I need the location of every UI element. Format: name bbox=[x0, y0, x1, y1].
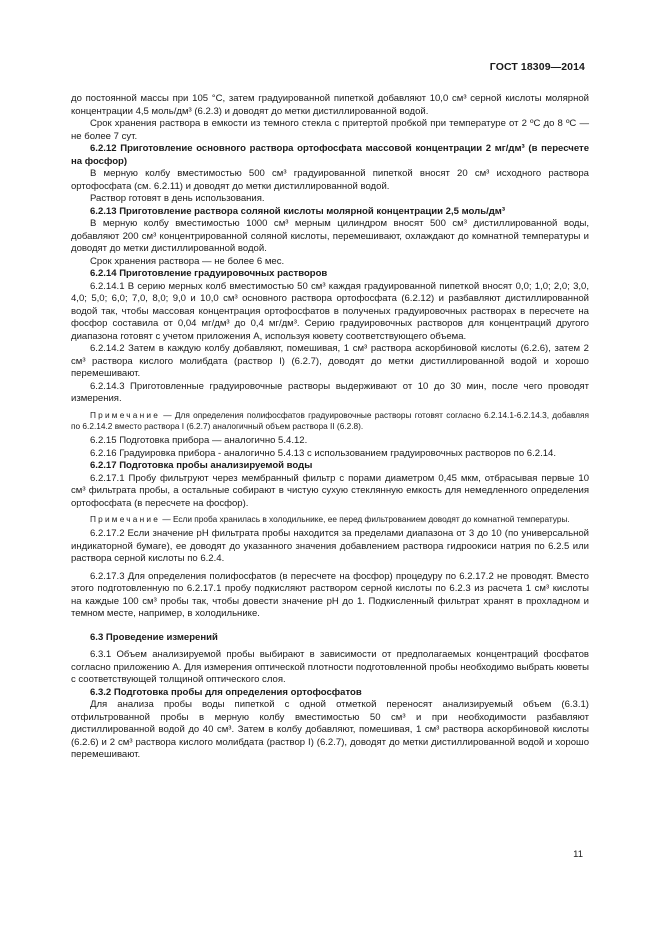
section-heading: 6.2.17 Подготовка пробы анализируемой воды bbox=[90, 460, 313, 472]
paragraph: 6.2.17.2 Если значение pH фильтрата пробы находится за пределами диапазона от 3 до 10 (по универсальной индикаторной бумаге), ее доводят до указанного значения добавлением раствора гидроокиси натрия по 6.2.5 или раствора серной кислоты по 6.2.4. bbox=[71, 528, 589, 565]
paragraph: 6.2.14.2 Затем в каждую колбу добавляют, помешивая, 1 см³ раствора аскорбиновой кислоты (6.2.6), затем 2 см³ раствора кислого молибдата (раствор I) (6.2.7), доводят до метки дистиллированной водой и хорошо перемешивают. bbox=[71, 343, 589, 379]
standard-header: ГОСТ 18309—2014 bbox=[489, 61, 585, 73]
paragraph: 6.3.1 Объем анализируемой пробы выбирают в зависимости от предполагаемых концентраций фосфатов согласно приложению А. Для измерения оптической плотности подготовленной пробы необходимо выбрать кюветы с соответствующей толщиной оптического слоя. bbox=[71, 649, 589, 686]
paragraph: 6.2.16 Градуировка прибора - аналогично 5.4.13 с использованием градуировочных растворов по 6.2.14. bbox=[90, 447, 556, 459]
paragraph: Срок хранения раствора в емкости из темного стекла с притертой пробкой при температуре от 2 ºС до 8 ºС — не более 7 сут. bbox=[71, 118, 589, 142]
section-heading: 6.2.12 Приготовление основного раствора ортофосфата массовой концентрации 2 мг/дм³ (в пересчете на фосфор) bbox=[71, 143, 589, 167]
paragraph: Раствор готовят в день использования. bbox=[90, 193, 265, 204]
paragraph: В мерную колбу вместимостью 1000 см³ мерным цилиндром вносят 500 см³ дистиллированной воды, добавляют 200 см³ концентрированной соляной кислоты, перемешивают, охлаждают до комнатной температуры и доводят до метки дистиллированной водой. bbox=[71, 218, 589, 254]
paragraph: 6.2.15 Подготовка прибора — аналогично 5.4.12. bbox=[90, 435, 308, 447]
paragraph: до постоянной массы при 105 °С, затем градуированной пипеткой добавляют 10,0 см³ серной кислоты молярной концентрации 4,5 моль/дм³ (6.2.3) и доводят до метки дистиллированной водой. bbox=[71, 93, 589, 117]
paragraph: Для анализа пробы воды пипеткой с одной отметкой переносят анализируемый объем (6.3.1) отфильтрованной пробы в мерную колбу вместимостью 50 см³ и при необходимости разбавляют дистиллированной водой до 40 см³. Затем в колбу добавляют, помешивая, 1 см³ раствора аскорбиновой кислоты (6.2.6) и 2 см³ раствора кислого молибдата (раствор I) (6.2.7), доводят до метки дистиллированной водой и хорошо перемешивают. bbox=[71, 699, 589, 761]
paragraph: Срок хранения раствора — не более 6 мес. bbox=[90, 255, 285, 267]
document-body bbox=[71, 93, 589, 762]
paragraph: В мерную колбу вместимостью 500 см³ градуированной пипеткой вносят 20 см³ исходного раствора ортофосфата (см. 6.2.11) и доводят до метки дистиллированной водой. bbox=[71, 168, 589, 192]
note bbox=[71, 410, 589, 433]
section-heading: 6.3 Проведение измерений bbox=[90, 631, 218, 643]
note bbox=[71, 514, 589, 525]
section-heading: 6.2.13 Приготовление раствора соляной кислоты молярной концентрации 2,5 моль/дм³ bbox=[90, 205, 506, 217]
note-text: — Если проба хранилась в холодильнике, ее перед фильтрованием доводят до комнатной температуры. bbox=[160, 514, 570, 525]
note-text: — Для определения полифосфатов градуировочные растворы готовят согласно 6.2.14.1-6.2.14.3, добавляя по 6.2.14.2 вместо раствора I (6.2.7) аналогичный объем раствора II (6.2.8). bbox=[71, 409, 589, 431]
paragraph: 6.2.17.3 Для определения полифосфатов (в пересчете на фосфор) процедуру по 6.2.17.2 не проводят. Вместо этого подготовленную по 6.2.17.1 пробу подкисляют раствором серной кислоты по 6.2.3 из расчета 1 см³ кислоты на каждые 100 см³ пробы так, чтобы довести значение pH до 1. Подкисленный фильтрат хранят в прохладном и темном месте, например, в холодильнике. bbox=[71, 570, 589, 620]
page-number: 11 bbox=[573, 849, 583, 860]
paragraph: 6.2.14.3 Приготовленные градуировочные растворы выдерживают от 10 до 30 мин, после чего проводят измерения. bbox=[71, 380, 589, 404]
paragraph: 6.2.14.1 В серию мерных колб вместимостью 50 см³ каждая градуированной пипеткой вносят 0,0; 1,0; 2,0; 3,0, 4,0; 5,0; 6,0; 7,0, 8,0; 9,0 и 10,0 см³ основного раствора ортофосфата (6.2.12) и разбавляют дистиллированной водой так, чтобы массовая концентрация ортофосфатов в полученых градуировочных растворах в пересчете на фосфор составила от 0,04 мг/дм³ до 0,4 мг/дм³. Серию градуировочных растворов для концентраций другого диапазона готовят с учетом приложения А, используя кювету соответствующего объема. bbox=[71, 280, 589, 342]
note-label: Примечание bbox=[90, 514, 161, 525]
section-heading: 6.3.2 Подготовка пробы для определения ортофосфатов bbox=[90, 686, 362, 698]
paragraph: 6.2.17.1 Пробу фильтруют через мембранный фильтр с порами диаметром 0,45 мкм, отбрасывая первые 10 см³ фильтрата пробы, а остальные собирают в чистую сухую стеклянную емкость для немедленного определения ортофосфата (в пересчете на фосфор). bbox=[71, 472, 589, 509]
section-heading: 6.2.14 Приготовление градуировочных растворов bbox=[90, 268, 328, 279]
note-label: Примечание bbox=[90, 409, 161, 420]
